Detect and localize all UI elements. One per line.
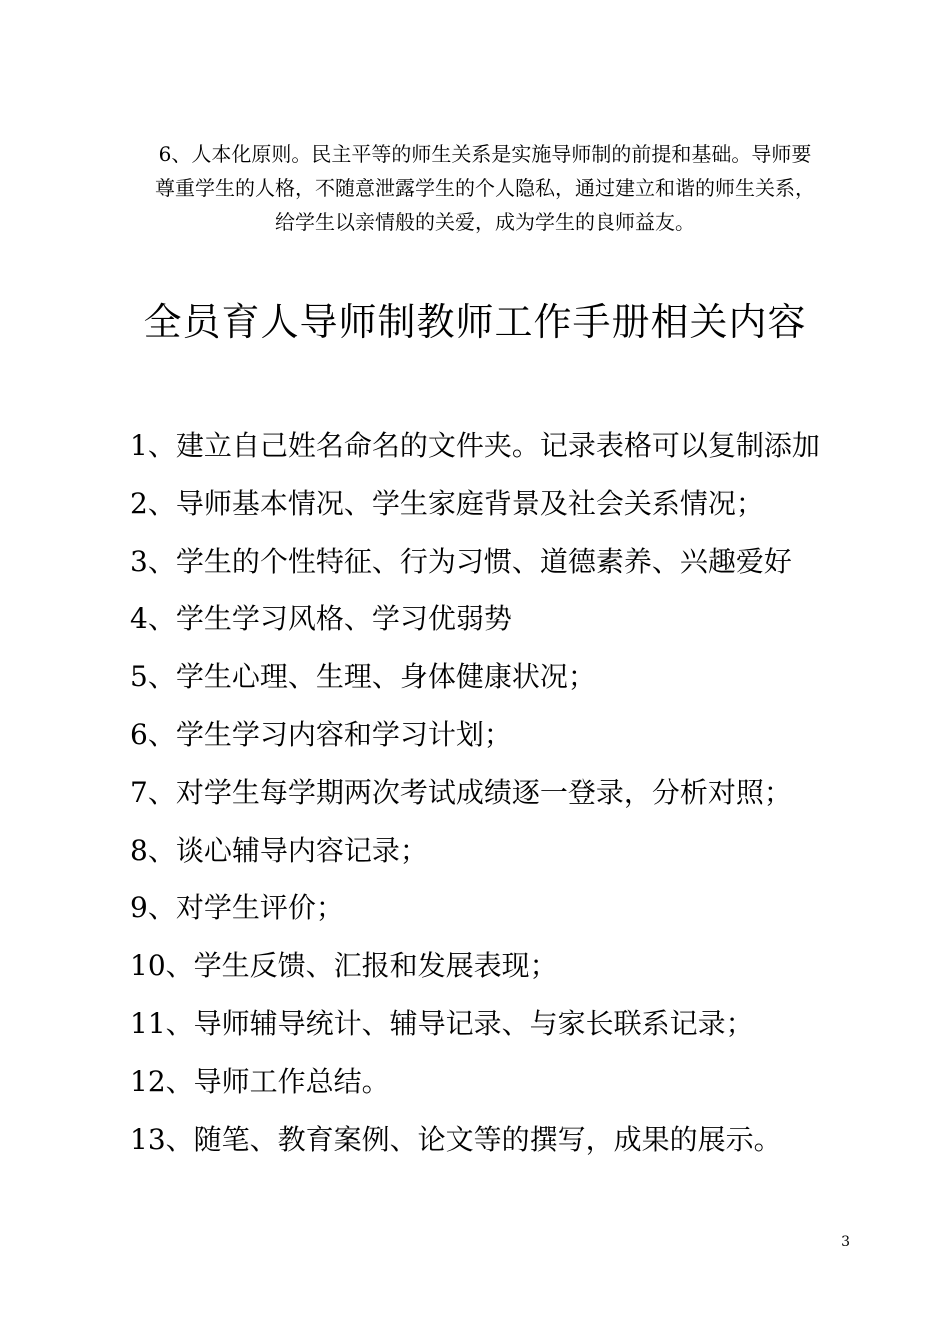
list-item: 3、学生的个性特征、行为习惯、道德素养、兴趣爱好 — [130, 544, 792, 578]
list-item: 4、学生学习风格、学习优弱势 — [130, 602, 512, 636]
list-item: 1、建立自己姓名命名的文件夹。记录表格可以复制添加 — [130, 429, 820, 462]
list-item: 12、导师工作总结。 — [130, 1064, 390, 1098]
intro-line: 尊重学生的人格，不随意泄露学生的个人隐私，通过建立和谐的师生关系， — [155, 176, 815, 200]
intro-line: 6、人本化原则。民主平等的师生关系是实施导师制的前提和基础。导师要 — [158, 142, 812, 166]
intro-line: 给学生以亲情般的关爱，成为学生的良师益友。 — [275, 210, 695, 234]
list-item: 9、对学生评价； — [130, 891, 344, 925]
list-item: 13、随笔、教育案例、论文等的撰写，成果的展示。 — [130, 1122, 782, 1156]
intro-paragraph — [120, 137, 850, 239]
list-item: 2、导师基本情况、学生家庭背景及社会关系情况； — [130, 486, 764, 520]
page-number: 3 — [841, 1234, 850, 1250]
content-list — [130, 420, 890, 1171]
list-item: 11、导师辅导统计、辅导记录、与家长联系记录； — [130, 1006, 754, 1040]
list-item: 10、学生反馈、汇报和发展表现； — [130, 949, 558, 983]
list-item: 5、学生心理、生理、身体健康状况； — [130, 660, 596, 694]
section-title: 全员育人导师制教师工作手册相关内容 — [143, 300, 807, 344]
list-item: 6、学生学习内容和学习计划； — [130, 717, 512, 751]
list-item: 7、对学生每学期两次考试成绩逐一登录，分析对照； — [130, 775, 792, 809]
list-item: 8、谈心辅导内容记录； — [130, 833, 428, 867]
